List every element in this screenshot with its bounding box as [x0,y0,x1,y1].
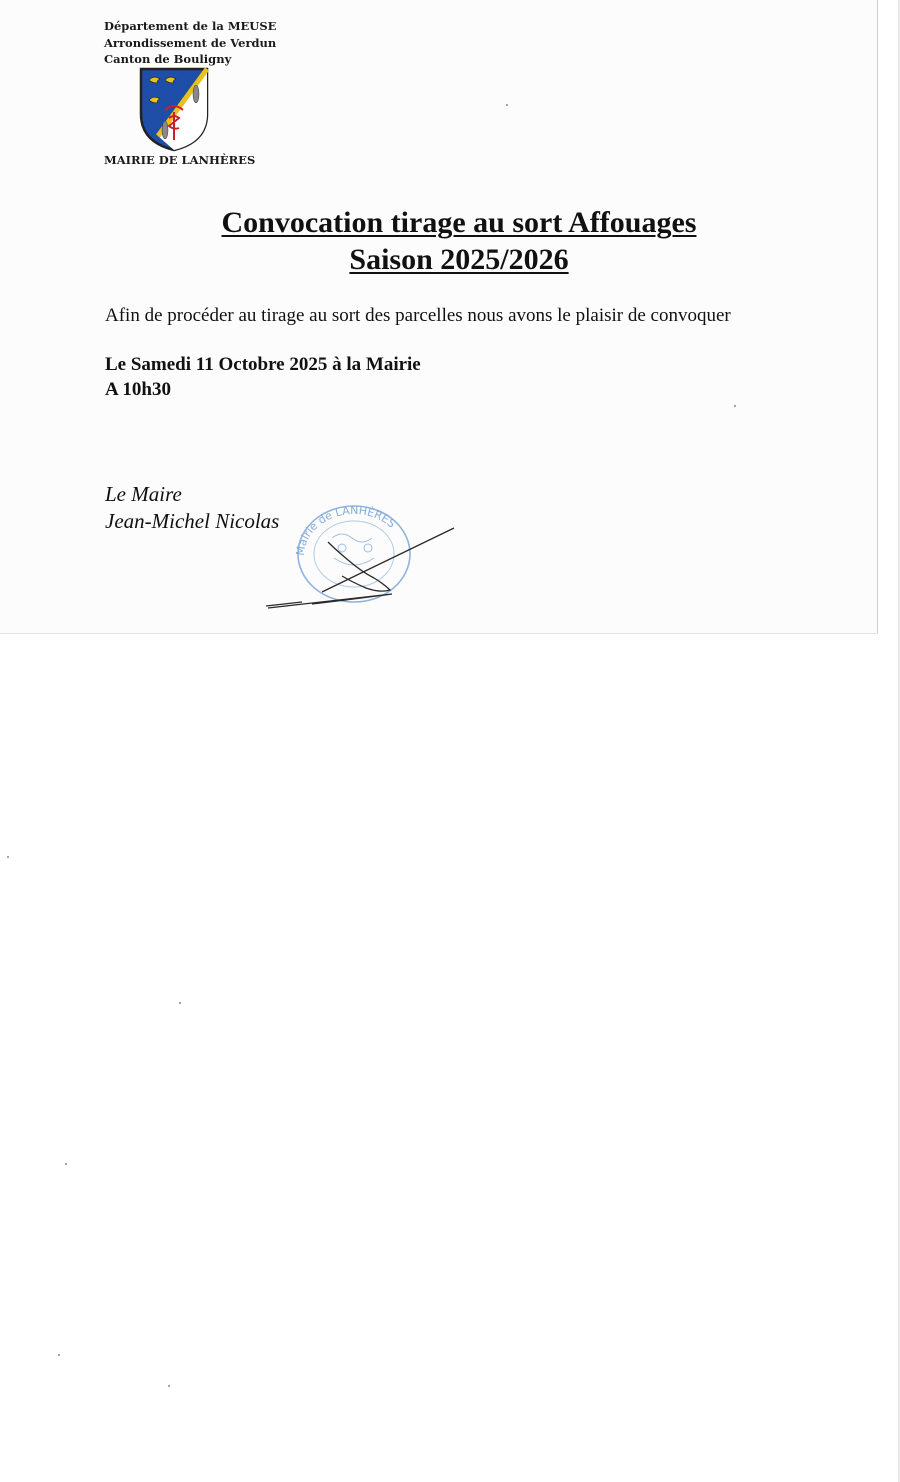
official-stamp-icon [262,498,458,613]
scan-speck [7,856,9,858]
scan-speck [58,1354,60,1356]
intro-paragraph: Afin de procéder au tirage au sort des parcelles nous avons le plaisir de convoquer [105,305,731,326]
sheet-edge [877,0,878,633]
letterhead-arrondissement: Arrondissement de Verdun [104,35,277,50]
scan-speck [179,1002,181,1004]
scan-speck [65,1163,67,1165]
letterhead-canton: Canton de Bouligny [104,52,232,66]
letterhead [104,18,276,68]
handwritten-signature [266,528,454,608]
signatory-role: Le Maire [105,482,182,506]
scan-speck [168,1385,170,1387]
document-title [0,204,900,278]
mairie-name: MAIRIE DE LANHÈRES [104,153,256,167]
meeting-date: Le Samedi 11 Octobre 2025 à la Mairie [105,354,421,375]
meeting-time: A 10h30 [105,379,171,400]
meeting-details [105,352,421,402]
svg-text:Mairie de LANHÈRES: Mairie de LANHÈRES [293,503,399,557]
signatory [105,481,279,535]
scan-speck [734,405,736,407]
title-line-2: Saison 2025/2026 [349,243,569,276]
coat-of-arms-icon [138,66,210,152]
title-line-1: Convocation tirage au sort Affouages [221,206,697,239]
letterhead-department: Département de la MEUSE [104,19,277,33]
signatory-name: Jean-Michel Nicolas [105,509,280,533]
scan-speck [506,104,508,106]
